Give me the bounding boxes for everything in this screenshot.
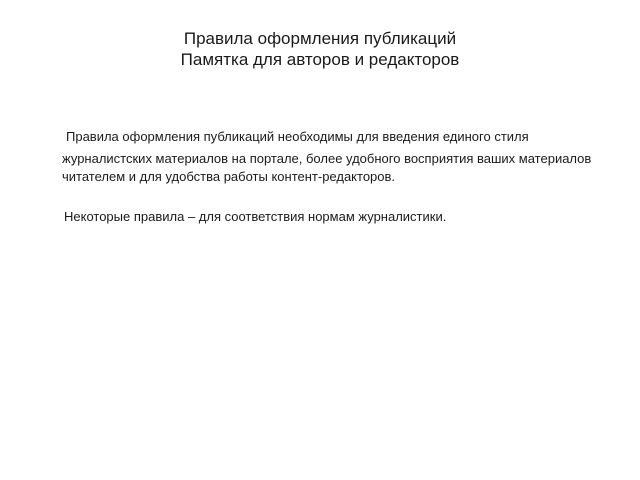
intro-paragraph-line-1: Правила оформления публикаций необходимы для введения единого стиля bbox=[66, 129, 529, 144]
intro-paragraph-line-3: читателем и для удобства работы контент-редакторов. bbox=[62, 169, 396, 184]
title-line-main: Правила оформления публикаций bbox=[183, 29, 457, 48]
slide-body bbox=[62, 128, 622, 226]
intro-paragraph-line-2: журналистских материалов на портале, более удобного восприятия ваших материалов bbox=[62, 151, 592, 166]
rules-paragraph: Некоторые правила – для соответствия нормам журналистики. bbox=[64, 209, 447, 224]
intro-paragraph bbox=[62, 128, 622, 186]
slide-title bbox=[0, 28, 640, 70]
title-line-subtitle: Памятка для авторов и редакторов bbox=[180, 50, 460, 69]
